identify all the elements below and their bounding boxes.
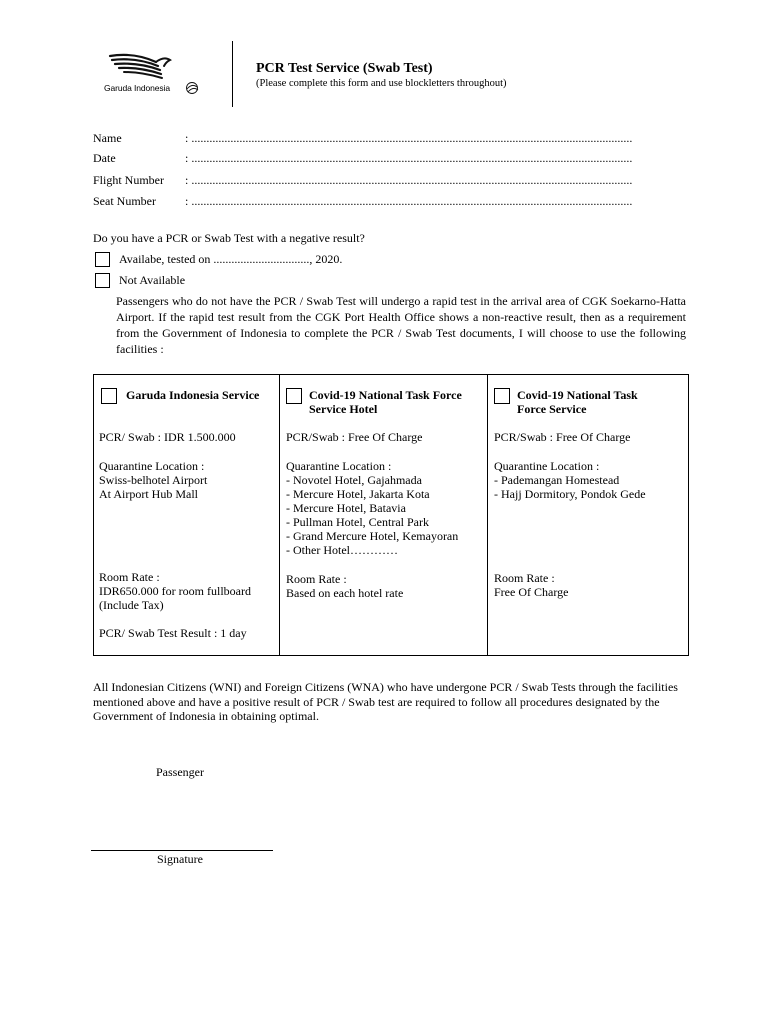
garuda-test-result: PCR/ Swab Test Result : 1 day (99, 626, 247, 640)
garuda-service-checkbox[interactable] (101, 388, 117, 404)
hotel-list-item: - Pullman Hotel, Central Park (286, 515, 429, 529)
hotel-list-item: - Novotel Hotel, Gajahmada (286, 473, 422, 487)
hotel-list-item: - Other Hotel………… (286, 543, 398, 557)
task-force-service-location-label: Quarantine Location : (494, 459, 600, 473)
task-force-service-title: Force Service (517, 402, 587, 416)
flight-number-label: Flight Number (93, 173, 164, 187)
not-available-option-label: Not Available (119, 273, 186, 287)
garuda-location-label: Quarantine Location : (99, 459, 205, 473)
hotel-list-item: - Grand Mercure Hotel, Kemayoran (286, 529, 459, 543)
column-divider (487, 374, 488, 656)
not-available-checkbox[interactable] (95, 273, 110, 288)
hotel-list-item: - Mercure Hotel, Batavia (286, 501, 406, 515)
hotel-list-item: - Mercure Hotel, Jakarta Kota (286, 487, 430, 501)
date-label: Date (93, 151, 116, 165)
garuda-location-item: Swiss-belhotel Airport (99, 473, 208, 487)
header-divider (232, 41, 233, 107)
rapid-test-paragraph: Passengers who do not have the PCR / Swab Test will undergo a rapid test in the arrival area of CGK Soekarno-Hatta Airport. If the rapid test result from the CGK Port Health Office shows a non-reactive result, then as a requirement from the Government of Indonesia to complete the PCR / Swab Test documents, I will choose to use the following facilities : (116, 294, 686, 356)
task-force-hotel-rate-value: Based on each hotel rate (286, 586, 404, 600)
task-force-hotel-rate-label: Room Rate : (286, 572, 347, 586)
garuda-bird-icon (104, 50, 176, 84)
seat-number-field[interactable]: : ................................................................................................................................................... (185, 194, 633, 208)
garuda-rate-label: Room Rate : (99, 570, 160, 584)
garuda-rate-value: IDR650.000 for room fullboard (99, 584, 251, 598)
task-force-hotel-location-label: Quarantine Location : (286, 459, 392, 473)
passenger-label: Passenger (156, 765, 204, 779)
task-force-service-price: PCR/Swab : Free Of Charge (494, 430, 631, 444)
flight-number-field[interactable]: : ................................................................................................................................................... (185, 173, 633, 187)
task-force-hotel-checkbox[interactable] (286, 388, 302, 404)
task-force-hotel-title: Covid-19 National Task Force (309, 388, 462, 402)
garuda-rate-value: (Include Tax) (99, 598, 164, 612)
dormitory-list-item: - Pademangan Homestead (494, 473, 620, 487)
available-checkbox[interactable] (95, 252, 110, 267)
dormitory-list-item: - Hajj Dormitory, Pondok Gede (494, 487, 646, 501)
pcr-question: Do you have a PCR or Swab Test with a negative result? (93, 231, 365, 245)
task-force-service-rate-value: Free Of Charge (494, 585, 569, 599)
garuda-price: PCR/ Swab : IDR 1.500.000 (99, 430, 236, 444)
sky-team-icon (184, 80, 200, 96)
column-divider (279, 374, 280, 656)
date-field[interactable]: : ................................................................................................................................................... (185, 151, 633, 165)
garuda-location-item: At Airport Hub Mall (99, 487, 198, 501)
task-force-service-title: Covid-19 National Task (517, 388, 638, 402)
task-force-service-checkbox[interactable] (494, 388, 510, 404)
form-title: PCR Test Service (Swab Test) (256, 61, 433, 76)
name-field[interactable]: : ................................................................................................................................................... (185, 131, 633, 145)
garuda-logo (104, 50, 204, 100)
form-subtitle: (Please complete this form and use blockletters throughout) (256, 78, 507, 89)
task-force-hotel-title: Service Hotel (309, 402, 378, 416)
name-label: Name (93, 131, 122, 145)
task-force-service-rate-label: Room Rate : (494, 571, 555, 585)
available-option-label: Availabe, tested on ................................, 2020. (119, 252, 343, 266)
logo-text: Garuda Indonesia (104, 83, 170, 93)
signature-line[interactable] (91, 850, 273, 851)
task-force-hotel-price: PCR/Swab : Free Of Charge (286, 430, 423, 444)
garuda-service-title: Garuda Indonesia Service (126, 388, 260, 402)
signature-label: Signature (157, 852, 203, 866)
positive-result-note: All Indonesian Citizens (WNI) and Foreign Citizens (WNA) who have undergone PCR / Swab Tests through the facilities mentioned above and have a positive result of PCR / Swab test are required to follow all procedures designated by the Government of Indonesia in obtaining optimal. (93, 680, 678, 723)
seat-number-label: Seat Number (93, 194, 156, 208)
